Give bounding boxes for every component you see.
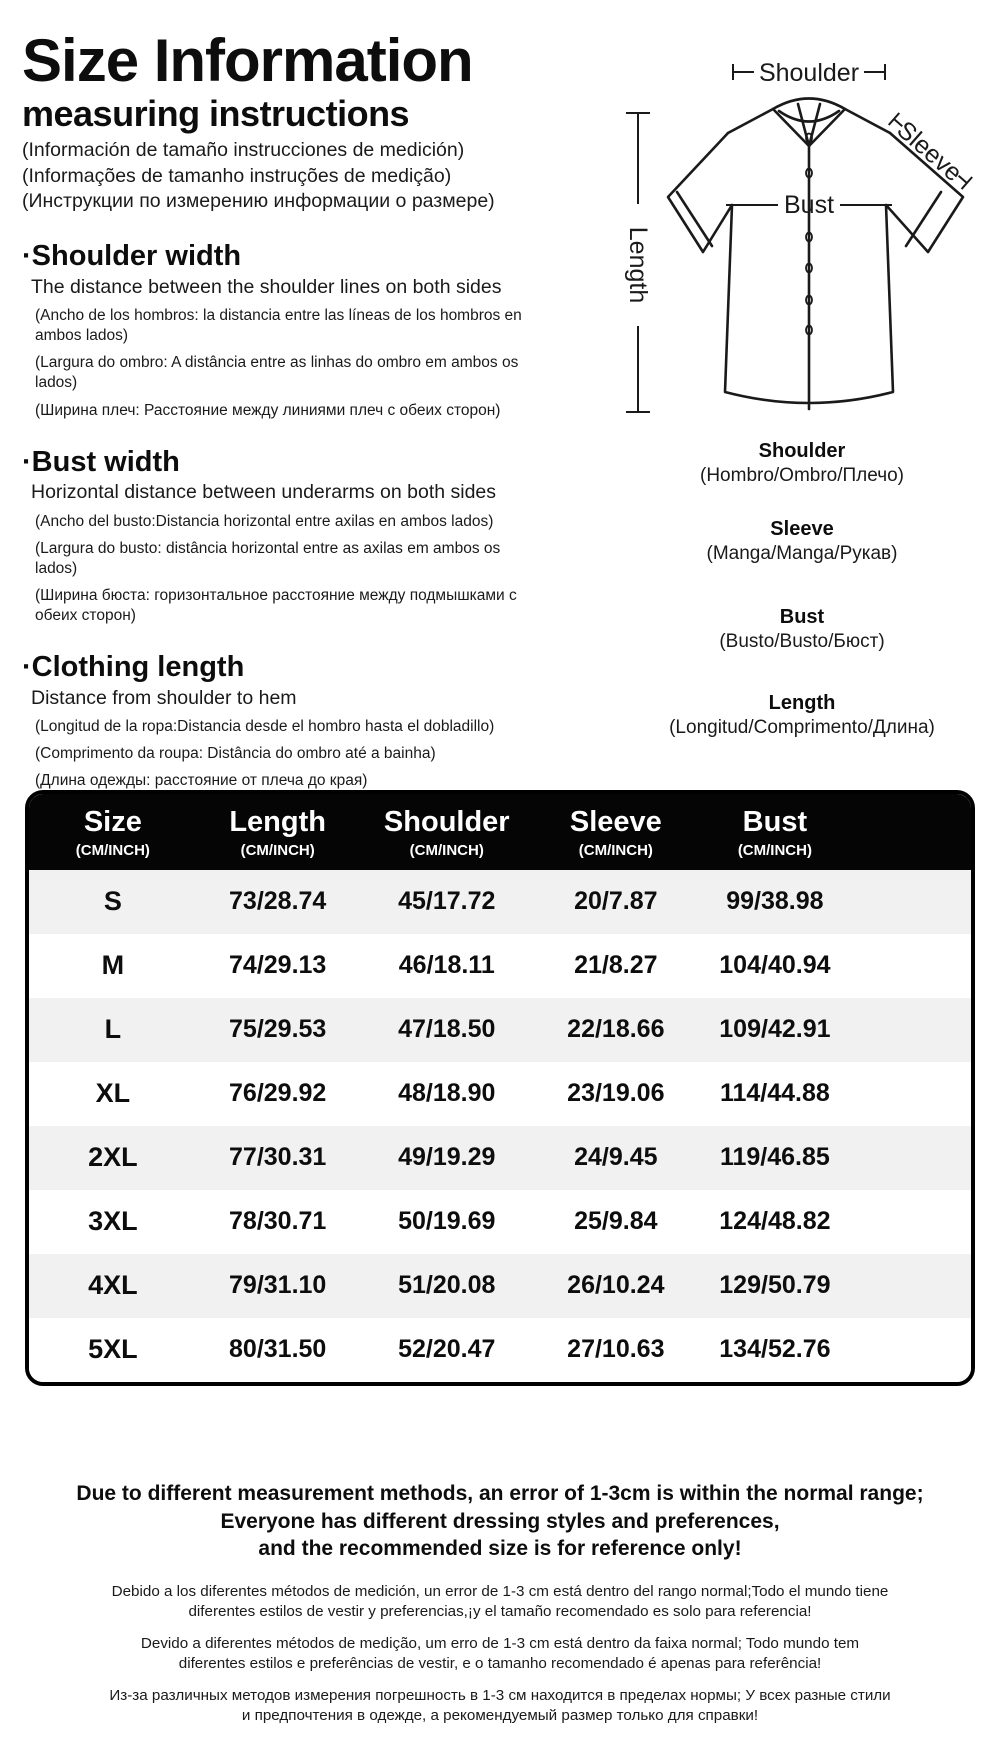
instruction-translation-es: (Ancho del busto:Distancia horizontal entre axilas en ambos lados) [35,512,494,530]
cell-length: 76/29.92 [229,1079,327,1108]
table-row-s [29,870,971,934]
instruction-translation-ru: (Ширина плеч: Расстояние между линиями плеч с обеих сторон) [35,401,501,419]
cell-sleeve: 27/10.63 [567,1335,665,1364]
cell-bust: 134/52.76 [719,1335,831,1364]
subtitle-translation-ru: (Инструкции по измерению информации о размере) [22,190,495,213]
sleeve-measure-label: Sleeve [891,115,968,188]
subtitle-translations [22,138,570,215]
legend-term: Length [768,692,836,714]
instruction-translation-pt: (Largura do ombro: A distância entre as linhas do ombro em ambos os lados) [35,354,519,392]
table-row-5xl [29,1318,971,1382]
legend-item-shoulder [592,440,1000,488]
notice-spanish [0,1582,1000,1622]
instruction-description: Distance from shoulder to hem [31,686,297,709]
cell-size: S [103,886,122,917]
subtitle-translation-pt: (Informações de tamanho instruções de medição) [22,164,452,187]
subtitle-translation-es: (Información de tamaño instrucciones de medición) [22,138,465,161]
notice-line: and the recommended size is for reference only! [258,1537,742,1560]
cell-bust: 114/44.88 [719,1079,830,1108]
column-title: Bust [742,806,808,838]
cell-length: 78/30.71 [229,1207,327,1236]
cell-size: 4XL [88,1270,138,1301]
column-title: Shoulder [383,806,510,838]
notice-russian [0,1686,1000,1726]
column-header-size [29,807,197,859]
table-row-4xl [29,1254,971,1318]
instruction-title-text: Shoulder width [31,240,242,273]
cell-length: 77/30.31 [229,1143,327,1172]
cell-shoulder: 46/18.11 [398,951,495,980]
column-unit: (CM/INCH) [240,841,315,859]
column-header-bust [697,807,971,859]
page-subtitle: measuring instructions [22,93,410,135]
cell-size: 2XL [88,1142,138,1173]
bust-measure-label: Bust [783,191,835,219]
cell-sleeve: 23/19.06 [567,1079,665,1108]
table-row-m [29,934,971,998]
cell-length: 75/29.53 [229,1015,327,1044]
cell-sleeve: 24/9.45 [574,1143,658,1172]
table-row-2xl [29,1126,971,1190]
intro-and-instructions [22,27,570,791]
instruction-shoulder-width [22,241,570,421]
instruction-title-text: Bust width [31,445,180,478]
notice-line: Из-за различных методов измерения погрешность в 1-3 см находится в пределах нормы; У всех разные стили [109,1687,891,1704]
cell-size: L [104,1014,122,1045]
instruction-title [22,241,570,271]
legend-translations: (Manga/Manga/Рукав) [706,543,898,564]
column-title: Size [83,806,142,838]
cell-bust: 129/50.79 [719,1271,831,1300]
column-unit: (CM/INCH) [578,841,653,859]
cell-shoulder: 48/18.90 [398,1079,496,1108]
instruction-translation-es: (Ancho de los hombros: la distancia entre las líneas de los hombros en ambos lados) [35,307,522,345]
cell-bust: 99/38.98 [726,887,824,916]
cell-size: 5XL [88,1334,138,1365]
legend-term: Bust [779,606,825,628]
cell-length: 73/28.74 [229,887,327,916]
legend-translations: (Hombro/Ombro/Плечо) [700,465,904,486]
bullet-dot: · [22,445,32,478]
instruction-translation-ru: (Ширина бюста: горизонтальное расстояние между подмышками с обеих сторон) [35,586,517,625]
notice-english [0,1480,1000,1563]
cell-shoulder: 51/20.08 [398,1271,496,1300]
column-header-shoulder [359,807,535,859]
cell-sleeve: 25/9.84 [574,1207,658,1236]
shoulder-measure-label: Shoulder [758,59,860,87]
cell-bust: 109/42.91 [719,1015,831,1044]
instruction-translation-pt: (Largura do busto: distância horizontal entre as axilas em ambos os lados) [35,539,501,577]
column-unit: (CM/INCH) [75,841,150,859]
instruction-title [22,652,570,682]
cell-shoulder: 47/18.50 [398,1015,496,1044]
cell-shoulder: 45/17.72 [398,887,496,916]
cell-length: 80/31.50 [229,1335,327,1364]
cell-shoulder: 52/20.47 [398,1335,496,1364]
cell-sleeve: 21/8.27 [574,951,658,980]
measure-lines [626,64,972,412]
notice-line: diferentes estilos e preferências de vestir, e o tamanho recomendado é apenas para referência! [178,1655,822,1673]
legend-term: Shoulder [758,440,846,462]
instruction-translation-pt: (Comprimento da roupa: Distância do ombro até a bainha) [35,745,436,763]
instruction-description: Horizontal distance between underarms on both sides [31,481,497,504]
cell-sleeve: 26/10.24 [567,1271,665,1300]
column-title: Length [229,806,326,838]
table-row-l [29,998,971,1062]
bullet-dot: · [22,240,32,273]
instruction-description: The distance between the shoulder lines on both sides [31,275,502,298]
bullet-dot: · [22,651,32,684]
cell-bust: 124/48.82 [719,1207,831,1236]
column-unit: (CM/INCH) [409,841,484,859]
cell-bust: 104/40.94 [719,951,831,980]
column-unit: (CM/INCH) [737,841,812,859]
notice-line: и предпочтения в одежде, а рекомендуемый размер только для справки! [241,1707,759,1725]
instruction-translation-es: (Longitud de la ropa:Distancia desde el hombro hasta el dobladillo) [35,718,495,736]
cell-size: 3XL [88,1206,138,1237]
column-header-length [197,807,359,859]
legend-translations: (Busto/Busto/Бюст) [719,631,885,652]
size-table [25,790,975,1386]
instruction-bust-width [22,447,570,627]
table-row-xl [29,1062,971,1126]
legend-item-length [592,692,1000,740]
instruction-title [22,447,570,477]
page-title: Size Information [22,27,473,94]
cell-sleeve: 20/7.87 [574,887,658,916]
column-header-sleeve [535,807,697,859]
legend-translations: (Longitud/Comprimento/Длина) [669,717,935,738]
notice-line: Devido a diferentes métodos de medição, um erro de 1-3 cm está dentro da faixa normal; Todo mundo tem [140,1635,860,1652]
notice-line: diferentes estilos de vestir y preferencias,¡y el tamaño recomendado es solo para referencia! [188,1603,812,1621]
cell-bust: 119/46.85 [719,1143,830,1172]
cell-shoulder: 49/19.29 [398,1143,496,1172]
notice-line: Due to different measurement methods, an error of 1-3cm is within the normal range; [76,1482,924,1505]
cell-length: 74/29.13 [229,951,327,980]
legend-item-bust [592,606,1000,654]
shirt-diagram [558,42,978,432]
instruction-title-text: Clothing length [31,651,245,684]
column-title: Sleeve [569,806,662,838]
cell-sleeve: 22/18.66 [567,1015,665,1044]
instruction-clothing-length [22,652,570,791]
legend-term: Sleeve [770,518,834,540]
cell-size: M [101,950,125,981]
cell-size: XL [95,1078,131,1109]
notice-portuguese [0,1634,1000,1674]
length-measure-label: Length [624,226,652,304]
cell-length: 79/31.10 [229,1271,327,1300]
cell-shoulder: 50/19.69 [398,1207,496,1236]
instruction-translation-ru: (Длина одежды: расстояние от плеча до края) [35,772,368,790]
legend-item-sleeve [592,518,1000,566]
notice-line: Debido a los diferentes métodos de medición, un error de 1-3 cm está dentro del rango normal;Todo el mundo tiene [111,1583,889,1600]
table-row-3xl [29,1190,971,1254]
size-table-header [29,794,971,870]
notice-line: Everyone has different dressing styles and preferences, [220,1509,780,1533]
